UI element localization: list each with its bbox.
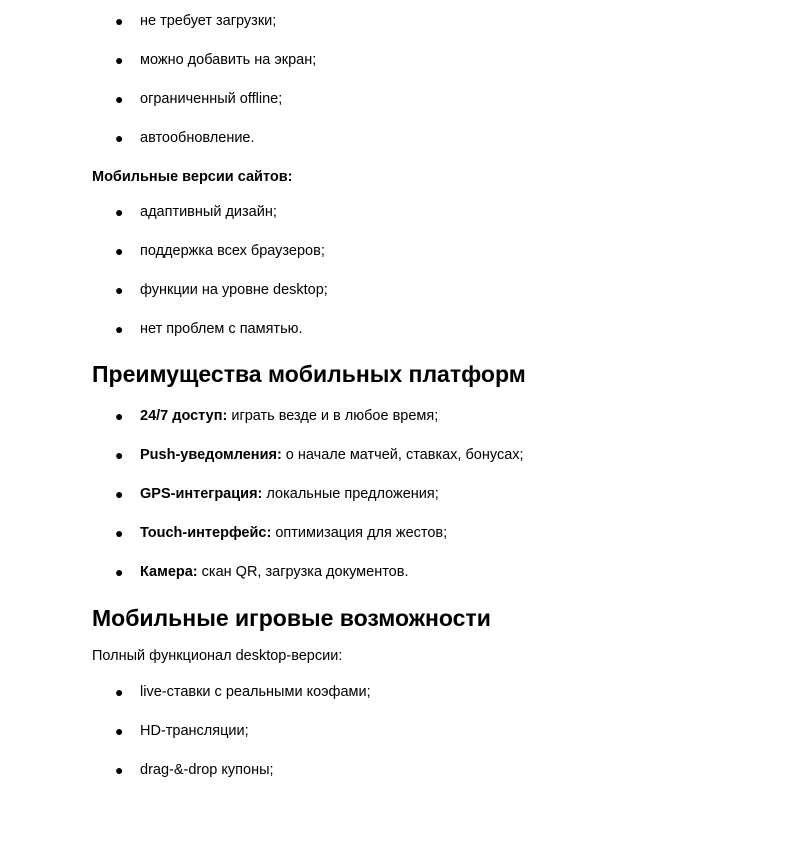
list-item: ● можно добавить на экран; <box>115 52 317 68</box>
gaming-intro: Полный функционал desktop-версии: <box>92 648 343 664</box>
list-item: ● HD-трансляции; <box>115 723 249 739</box>
list-item: ● нет проблем с памятью. <box>115 321 303 337</box>
list-item: ● live-ставки с реальными коэфами; <box>115 684 371 700</box>
bullet-icon: ● <box>115 13 124 29</box>
list-item: ● drag-&-drop купоны; <box>115 762 274 778</box>
item-text: играть везде и в любое время; <box>227 408 439 424</box>
list-item: ● функции на уровне desktop; <box>115 282 328 298</box>
item-term: Push-уведомления: <box>140 447 282 463</box>
bullet-icon: ● <box>115 408 124 424</box>
list-item <box>92 523 792 543</box>
list-item: ● не требует загрузки; <box>115 13 277 29</box>
gaming-features-list <box>92 682 792 780</box>
bullet-icon: ● <box>115 204 124 220</box>
list-item <box>92 445 792 465</box>
list-item <box>92 484 792 504</box>
advantages-heading: Преимущества мобильных платформ <box>92 361 526 387</box>
advantages-list <box>92 406 792 582</box>
bullet-icon: ● <box>115 564 124 580</box>
item-text: локальные предложения; <box>262 486 439 502</box>
pwa-features-list <box>92 11 792 148</box>
item-text: скан QR, загрузка документов. <box>197 564 409 580</box>
item-text: о начале матчей, ставках, бонусах; <box>281 447 524 463</box>
list-item <box>92 562 792 582</box>
item-term: 24/7 доступ: <box>140 408 228 424</box>
item-term: GPS-интеграция: <box>140 486 263 502</box>
bullet-icon: ● <box>115 762 124 778</box>
bullet-icon: ● <box>115 486 124 502</box>
item-term: Камера: <box>140 564 198 580</box>
bullet-icon: ● <box>115 243 124 259</box>
list-item: ● ограниченный offline; <box>115 91 283 107</box>
item-term: Touch-интерфейс: <box>140 525 272 541</box>
bullet-icon: ● <box>115 525 124 541</box>
bullet-icon: ● <box>115 282 124 298</box>
bullet-icon: ● <box>115 91 124 107</box>
bullet-icon: ● <box>115 447 124 463</box>
item-text: оптимизация для жестов; <box>271 525 448 541</box>
gaming-heading: Мобильные игровые возможности <box>92 605 491 631</box>
mobile-sites-list <box>92 202 792 339</box>
list-item: ● поддержка всех браузеров; <box>115 243 325 259</box>
list-item <box>92 406 792 426</box>
bullet-icon: ● <box>115 723 124 739</box>
document-body <box>92 0 792 799</box>
bullet-icon: ● <box>115 52 124 68</box>
list-item: ● автообновление. <box>115 130 255 146</box>
bullet-icon: ● <box>115 130 124 146</box>
bullet-icon: ● <box>115 684 124 700</box>
mobile-sites-subheading: Мобильные версии сайтов: <box>92 169 293 185</box>
list-item: ● адаптивный дизайн; <box>115 204 277 220</box>
bullet-icon: ● <box>115 321 124 337</box>
